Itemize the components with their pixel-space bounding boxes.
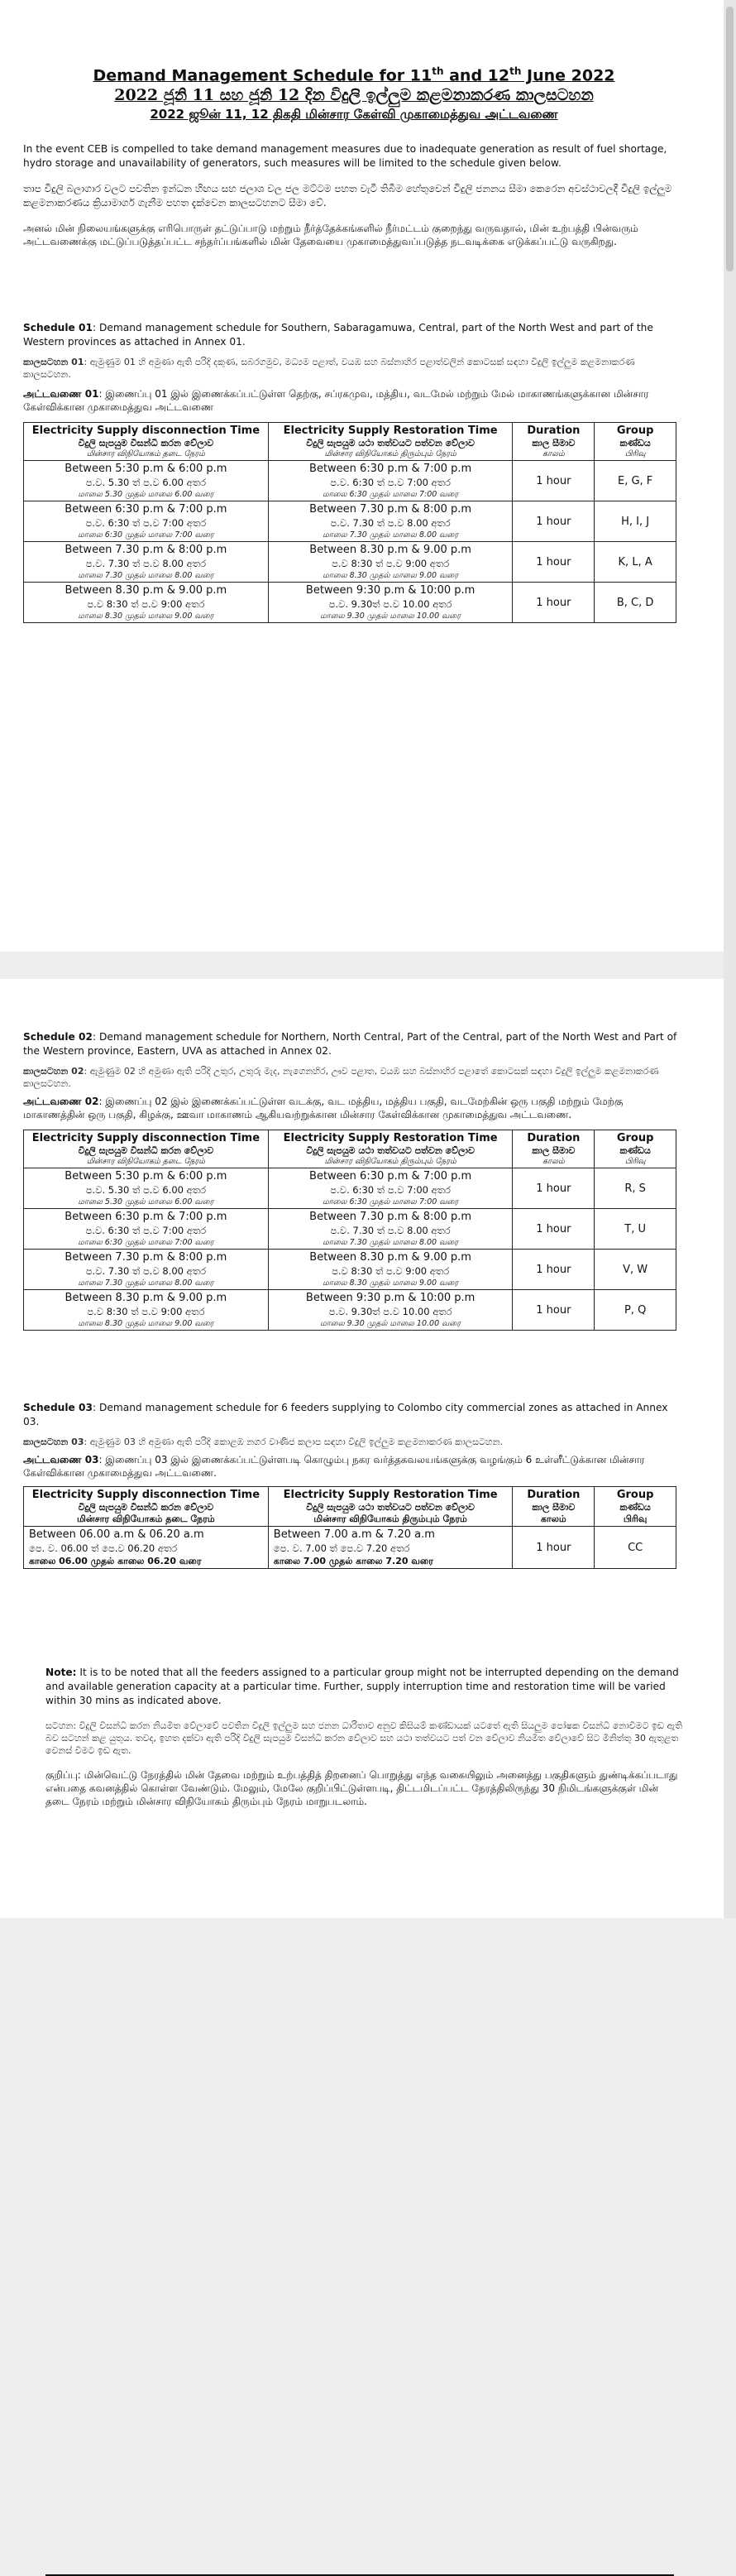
header-disconnection: Electricity Supply disconnection Time විදුලි සැපයුම විසන්ධි කරන වේලාව மின்சார விநியோகம் தடை நேரம் xyxy=(24,1130,269,1168)
schedule02-section xyxy=(23,1030,685,1331)
duration-cell: 1 hour xyxy=(513,583,595,623)
table-row xyxy=(24,461,676,501)
disconnection-cell: Between 5:30 p.m & 6:00 p.m ප.ව. 5.30 ත් ප.ව 6.00 අතර மாலை 5.30 முதல் மாலை 6.00 வரை xyxy=(24,1168,269,1209)
group-cell: P, Q xyxy=(595,1290,676,1331)
schedule01-table xyxy=(23,422,676,623)
header-group: Group කණ්ඩය பிரிவு xyxy=(595,1487,676,1527)
table-row xyxy=(24,542,676,583)
title-english: Demand Management Schedule for 11th and 12th June 2022 xyxy=(93,65,615,85)
table-header-row xyxy=(24,423,676,461)
table-row xyxy=(24,1250,676,1290)
document-page-2 xyxy=(0,979,724,1918)
note-sinhala: සටහන: විදුලි විසන්ධි කරන නියමිත වේලාවේ පවතින විදුලි ඉල්ලුම සහ ජනන ධාරිතාව අනුව කිසියම් කණ්ඩායක් යටතේ ඇති සියලුම පෝෂක විසන්ධි නොවීමට ඉඩ ඇති බව සටහන් කළ යුතුය. තවද, ඉහත දක්වා ඇති පරිදි විදුලි සැපයුම විසන්ධි කරන වේලාව සහ යථා තත්වයට පත් වන වේලාව නියමිත වේලාවේ සිට මිනිත්තු 30 ඇතුළත වෙනස් වීමට ඉඩ ඇත. xyxy=(45,1720,682,1756)
header-disconnection: Electricity Supply disconnection Time විදුලි සැපයුම විසන්ධි කරන වේලාව மின்சார விநியோகம் தடை நேரம் xyxy=(24,423,269,461)
disconnection-cell: Between 5:30 p.m & 6:00 p.m ප.ව. 5.30 ත් ප.ව 6.00 අතර மாலை 5.30 முதல் மாலை 6.00 வரை xyxy=(24,461,269,501)
table-row xyxy=(24,583,676,623)
restoration-cell: Between 8.30 p.m & 9.00 p.m ප.ව 8:30 ත් ප.ව 9:00 අතර மாலை 8.30 முதல் மாலை 9.00 வரை xyxy=(268,1250,513,1290)
duration-cell: 1 hour xyxy=(513,1168,595,1209)
duration-cell: 1 hour xyxy=(513,1290,595,1331)
disconnection-cell: Between 8.30 p.m & 9.00 p.m ප.ව 8:30 ත් ප.ව 9:00 අතර மாலை 8.30 முதல் மாலை 9.00 வரை xyxy=(24,1290,269,1331)
document-page-1 xyxy=(0,0,724,952)
table-row xyxy=(24,1168,676,1209)
restoration-cell: Between 7.00 a.m & 7.20 a.m පෙ. ව. 7.00 ත් පෙ.ව 7.20 අතර காலை 7.00 முதல் காலை 7.20 வரை xyxy=(268,1527,513,1569)
header-duration: Duration කාල සීමාව காலம் xyxy=(513,1130,595,1168)
duration-cell: 1 hour xyxy=(513,1527,595,1569)
disconnection-cell: Between 7.30 p.m & 8:00 p.m ප.ව. 7.30 ත් ප.ව 8.00 අතර மாலை 7.30 முதல் மாலை 8.00 வரை xyxy=(24,542,269,583)
duration-cell: 1 hour xyxy=(513,542,595,583)
schedule02-table xyxy=(23,1130,676,1331)
disconnection-cell: Between 6:30 p.m & 7:00 p.m ප.ව. 6:30 ත් ප.ව 7:00 අතර மாலை 6:30 முதல் மாலை 7:00 வரை xyxy=(24,1209,269,1250)
restoration-cell: Between 6:30 p.m & 7:00 p.m ප.ව. 6:30 ත් ප.ව 7:00 අතර மாலை 6:30 முதல் மாலை 7:00 வரை xyxy=(268,1168,513,1209)
schedule01-desc-english: Schedule 01: Demand management schedule for Southern, Sabaragamuwa, Central, part of the North West and part of the Western provinces as attached in Annex 01. xyxy=(23,322,653,348)
restoration-cell: Between 9:30 p.m & 10:00 p.m ප.ව. 9.30ත් ප.ව 10.00 අතර மாலை 9.30 முதல் மாலை 10.00 வரை xyxy=(268,1290,513,1331)
group-cell: R, S xyxy=(595,1168,676,1209)
group-cell: E, G, F xyxy=(595,461,676,501)
note-english: Note: It is to be noted that all the feeders assigned to a particular group might not be interrupted depending on the demand and available generation capacity at a particular time. Further, supply interruption time and restoration time will be varied within 30 mins as indicated above. xyxy=(45,1667,679,1706)
document-header xyxy=(23,61,685,123)
schedule03-table xyxy=(23,1486,676,1569)
vertical-scrollbar[interactable] xyxy=(724,0,736,1918)
schedule01-desc-sinhala: කාලසටහන 01: ඇමුණුම 01 හි අමුණා ඇති පරිදි දකුණ, සබරගමුව, මධ්‍යම පළාත්, වයඹ සහ බස්නාහිර පළාත්වලින් කොටසක් සඳහා විදුලි ඉල්ලුම කළමනාකරණ කාලසටහන. xyxy=(23,357,635,380)
restoration-cell: Between 7.30 p.m & 8:00 p.m ප.ව. 7.30 ත් ප.ව 8.00 අතර மாலை 7.30 முதல் மாலை 8.00 வரை xyxy=(268,501,513,542)
schedule03-desc-sinhala: කාලසටහන 03: ඇමුණුම 03 හි අමුණා ඇති පරිදි කොළඹ නගර වාණිජ කලාප සඳහා විදුලි ඉල්ලුම කළමනාකරණ කාලසටහන. xyxy=(23,1437,504,1447)
header-group: Group කණ්ඩය பிரிவு xyxy=(595,1130,676,1168)
disconnection-cell: Between 8.30 p.m & 9.00 p.m ප.ව 8:30 ත් ප.ව 9:00 අතර மாலை 8.30 முதல் மாலை 9.00 வரை xyxy=(24,583,269,623)
restoration-cell: Between 9:30 p.m & 10:00 p.m ප.ව. 9.30ත් ප.ව 10.00 අතර மாலை 9.30 முதல் மாலை 10.00 வரை xyxy=(268,583,513,623)
schedule03-desc-tamil: அட்டவணை 03: இணைப்பு 03 இல் இணைக்கப்பட்டுள்ளபடி கொழும்பு நகர வர்த்தகவலயங்களுக்கு வழங்கும் 6 உள்ளீட்டுக்கான மின்சார கேள்விக்கான முகாமைத்துவ அட்டவணை. xyxy=(23,1454,645,1479)
table-row xyxy=(24,1209,676,1250)
table-row xyxy=(24,1527,676,1569)
header-group: Group කණ්ඩය பிரிவு xyxy=(595,423,676,461)
schedule03-section xyxy=(23,1401,685,1569)
intro-tamil: அனல் மின் நிலையங்களுக்கு எரிபொருள் தட்டுப்பாடு மற்றும் நீர்த்தேக்கங்களில் நீர்மட்டம் குறைந்து வருவதால், மின் உற்பத்தி பின்வரும் அட்டவணைக்கு மட்டுப்படுத்தப்பட்ட சந்தர்ப்பங்களில் மின் தேவையை முகாமைத்துவப்படுத்த நடவடிக்கை எடுக்கப்பட்டு வருகிறது. xyxy=(23,223,638,247)
title-tamil: 2022 ஜூன் 11, 12 திகதி மின்சார கேள்வி முகாமைத்துவ அட்டவணை xyxy=(150,107,558,122)
intro-english: In the event CEB is compelled to take demand management measures due to inadequate generation as result of fuel shortage, hydro storage and unavailability of generators, such measures will be limited to the schedule given below. xyxy=(23,143,667,169)
duration-cell: 1 hour xyxy=(513,461,595,501)
group-cell: B, C, D xyxy=(595,583,676,623)
note-section xyxy=(45,1666,685,1808)
schedule01-desc-tamil: அட்டவணை 01: இணைப்பு 01 இல் இணைக்கப்பட்டுள்ள தெற்கு, சப்ரகமுவ, மத்திய, வடமேல் மற்றும் மேல் மாகாணங்களுக்கான மின்சார கேள்விக்கான முகாமைத்துவ அட்டவணை xyxy=(23,388,649,413)
restoration-cell: Between 7.30 p.m & 8:00 p.m ප.ව. 7.30 ත් ප.ව 8.00 අතර மாலை 7.30 முதல் மாலை 8.00 வரை xyxy=(268,1209,513,1250)
group-cell: K, L, A xyxy=(595,542,676,583)
restoration-cell: Between 8.30 p.m & 9.00 p.m ප.ව 8:30 ත් ප.ව 9:00 අතර மாலை 8.30 முதல் மாலை 9.00 வரை xyxy=(268,542,513,583)
schedule02-desc-sinhala: කාලසටහන 02: ඇමුණුම 02 හි අමුණා ඇති පරිදි උතුර, උතුරු මැද, නැගෙනහිර, ඌව පළාත, වයඹ සහ බස්නාහිර පළාතේ කොටසක් සඳහා විදුලි ඉල්ලුම කළමනාකරණ කාලසටහන. xyxy=(23,1066,659,1089)
header-duration: Duration කාල සීමාව காலம் xyxy=(513,423,595,461)
duration-cell: 1 hour xyxy=(513,1209,595,1250)
header-disconnection: Electricity Supply disconnection Time විදුලි සැපයුම විසන්ධි කරන වේලාව மின்சார விநியோகம் தடை நேரம் xyxy=(24,1487,269,1527)
schedule01-section xyxy=(23,321,685,623)
intro-sinhala: තාප විදුලි බලාගාර වලට පවතින ඉන්ධන හිඟය සහ ජලාශ වල ජල මට්ටම පහත වැටී තිබීම හේතුවෙන් විදුලි ජනනය සීමා කෙරෙන අවස්ථාවලදී විදුලි ඉල්ලුම කළමනාකරණය ක්‍රියාමාර්ග ගැනීම පහත දැක්වෙන කාලසටහනට සීමා වේ. xyxy=(23,183,672,209)
schedule02-desc-tamil: அட்டவணை 02: இணைப்பு 02 இல் இணைக்கப்பட்டுள்ள வடக்கு, வட மத்திய, மத்திய பகுதி, வடமேற்கின் ஒரு பகுதி மற்றும் மேற்கு மாகாணத்தின் ஒரு பகுதி, கிழக்கு, ஊவா மாகாணம் ஆகியவற்றுக்கான மின்சார கேள்விக்கான முகாமைத்துவ அட்டவணை. xyxy=(23,1096,624,1120)
disconnection-cell: Between 6:30 p.m & 7:00 p.m ප.ව. 6:30 ත් ප.ව 7:00 අතර மாலை 6:30 முதல் மாலை 7:00 வரை xyxy=(24,501,269,542)
scrollbar-thumb[interactable] xyxy=(726,7,734,271)
disconnection-cell: Between 7.30 p.m & 8:00 p.m ප.ව. 7.30 ත් ප.ව 8.00 අතර மாலை 7.30 முதல் மாலை 8.00 வரை xyxy=(24,1250,269,1290)
header-duration: Duration කාල සීමාව காலம் xyxy=(513,1487,595,1527)
disconnection-cell: Between 06.00 a.m & 06.20 a.m පෙ. ව. 06.00 ත් පෙ.ව 06.20 අතර காலை 06.00 முதல் காலை 06.20 வரை xyxy=(24,1527,269,1569)
title-sinhala: 2022 ජූනි 11 සහ ජූනි 12 දින විදුලි ඉල්ලුම කළමනාකරණ කාලසටහන xyxy=(114,86,594,105)
header-restoration: Electricity Supply Restoration Time විදුලි සැපයුම යථා තත්වයට පත්වන වේලාව மின்சார விநியோகம் திரும்பும் நேரம் xyxy=(268,1487,513,1527)
header-restoration: Electricity Supply Restoration Time විදුලි සැපයුම යථා තත්වයට පත්වන වේලාව மின்சார விநியோகம் திரும்பும் நேரம் xyxy=(268,1130,513,1168)
table-header-row xyxy=(24,1487,676,1527)
table-row xyxy=(24,1290,676,1331)
intro-section xyxy=(23,142,685,248)
schedule03-desc-english: Schedule 03: Demand management schedule for 6 feeders supplying to Colombo city commercial zones as attached in Annex 03. xyxy=(23,1402,668,1427)
table-row xyxy=(24,501,676,542)
note-tamil: குறிப்பு: மின்வெட்டு நேரத்தில் மின் தேவை மற்றும் உற்பத்தித் திறனைப் பொறுத்து எந்த வகையிலும் அனைத்து பகுதிகளும் துண்டிக்கப்படாது என்பதை கவனத்தில் கொள்ள வேண்டும். மேலும், மேலே குறிப்பிட்டுள்ளபடி, திட்டமிடப்பட்ட நேரத்திலிருந்து 30 நிமிடங்களுக்குள் மின் தடை நேரம் மற்றும் மின்சார விநியோகம் திரும்பும் நேரம் மாறுபடலாம். xyxy=(45,1769,678,1807)
restoration-cell: Between 6:30 p.m & 7:00 p.m ප.ව. 6:30 ත් ප.ව 7:00 අතර மாலை 6:30 முதல் மாலை 7:00 வரை xyxy=(268,461,513,501)
group-cell: V, W xyxy=(595,1250,676,1290)
schedule02-desc-english: Schedule 02: Demand management schedule for Northern, North Central, Part of the Central, part of the North West and Part of the Western province, Eastern, UVA as attached in Annex 02. xyxy=(23,1031,677,1057)
table-header-row xyxy=(24,1130,676,1168)
group-cell: H, I, J xyxy=(595,501,676,542)
duration-cell: 1 hour xyxy=(513,1250,595,1290)
duration-cell: 1 hour xyxy=(513,501,595,542)
group-cell: T, U xyxy=(595,1209,676,1250)
group-cell: CC xyxy=(595,1527,676,1569)
header-restoration: Electricity Supply Restoration Time විදුලි සැපයුම යථා තත්වයට පත්වන වේලාව மின்சார விநியோகம் திரும்பும் நேரம் xyxy=(268,423,513,461)
